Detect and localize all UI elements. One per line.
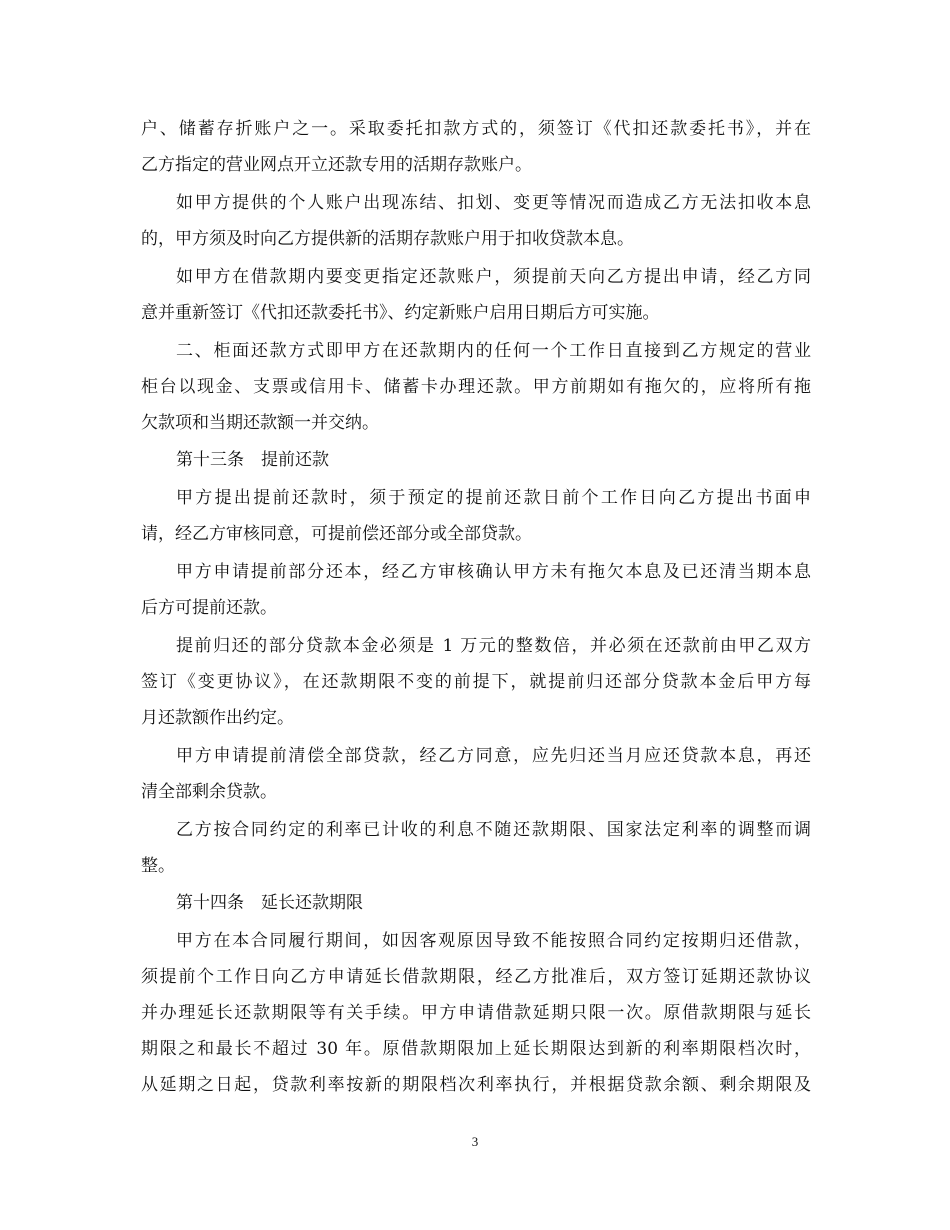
paragraph-line: 期限之和最长不超过 30 年。原借款期限加上延长期限达到新的利率期限档次时， xyxy=(141,1039,811,1059)
paragraph-line: 二、柜面还款方式即甲方在还款期内的任何一个工作日直接到乙方规定的营业 xyxy=(176,341,811,361)
paragraph-line: 甲方申请提前部分还本，经乙方审核确认甲方未有拖欠本息及已还清当期本息 xyxy=(176,562,811,582)
paragraph-line: 并办理延长还款期限等有关手续。甲方申请借款延期只限一次。原借款期限与延长 xyxy=(141,1003,811,1023)
paragraph-line: 如甲方在借款期内要变更指定还款账户，须提前天向乙方提出申请，经乙方同 xyxy=(176,267,811,287)
paragraph-line: 提前归还的部分贷款本金必须是 1 万元的整数倍，并必须在还款前由甲乙双方 xyxy=(176,636,811,656)
paragraph-line: 柜台以现金、支票或信用卡、储蓄卡办理还款。甲方前期如有拖欠的，应将所有拖 xyxy=(141,377,811,397)
paragraph-line: 月还款额作出约定。 xyxy=(141,708,294,728)
paragraph-line: 甲方提出提前还款时，须于预定的提前还款日前个工作日向乙方提出书面申 xyxy=(176,488,811,508)
section-heading: 第十三条 提前还款 xyxy=(176,450,329,470)
paragraph-line: 后方可提前还款。 xyxy=(141,598,277,618)
paragraph-line: 欠款项和当期还款额一并交纳。 xyxy=(141,413,379,433)
section-heading: 第十四条 延长还款期限 xyxy=(176,893,363,913)
paragraph-line: 乙方指定的营业网点开立还款专用的活期存款账户。 xyxy=(141,155,532,175)
page-number: 3 xyxy=(471,1134,479,1149)
paragraph-line: 须提前个工作日向乙方申请延长借款期限，经乙方批准后，双方签订延期还款协议 xyxy=(141,967,811,987)
paragraph-line: 的，甲方须及时向乙方提供新的活期存款账户用于扣收贷款本息。 xyxy=(141,229,634,249)
paragraph-line: 整。 xyxy=(141,856,175,876)
paragraph-line: 从延期之日起，贷款利率按新的期限档次利率执行，并根据贷款余额、剩余期限及 xyxy=(141,1075,811,1095)
paragraph-line: 意并重新签订《代扣还款委托书》、约定新账户启用日期后方可实施。 xyxy=(141,303,660,323)
paragraph-line: 如甲方提供的个人账户出现冻结、扣划、变更等情况而造成乙方无法扣收本息 xyxy=(176,193,811,213)
paragraph-line: 甲方申请提前清偿全部贷款，经乙方同意，应先归还当月应还贷款本息，再还 xyxy=(176,746,811,766)
paragraph-line: 甲方在本合同履行期间，如因客观原因导致不能按照合同约定按期归还借款， xyxy=(176,931,811,951)
paragraph-line: 签订《变更协议》，在还款期限不变的前提下，就提前归还部分贷款本金后甲方每 xyxy=(141,672,811,692)
paragraph-line: 清全部剩余贷款。 xyxy=(141,782,277,802)
paragraph-line: 乙方按合同约定的利率已计收的利息不随还款期限、国家法定利率的调整而调 xyxy=(176,820,811,840)
paragraph-line: 户、储蓄存折账户之一。采取委托扣款方式的，须签订《代扣还款委托书》，并在 xyxy=(141,119,811,139)
paragraph-line: 请，经乙方审核同意，可提前偿还部分或全部贷款。 xyxy=(141,524,532,544)
